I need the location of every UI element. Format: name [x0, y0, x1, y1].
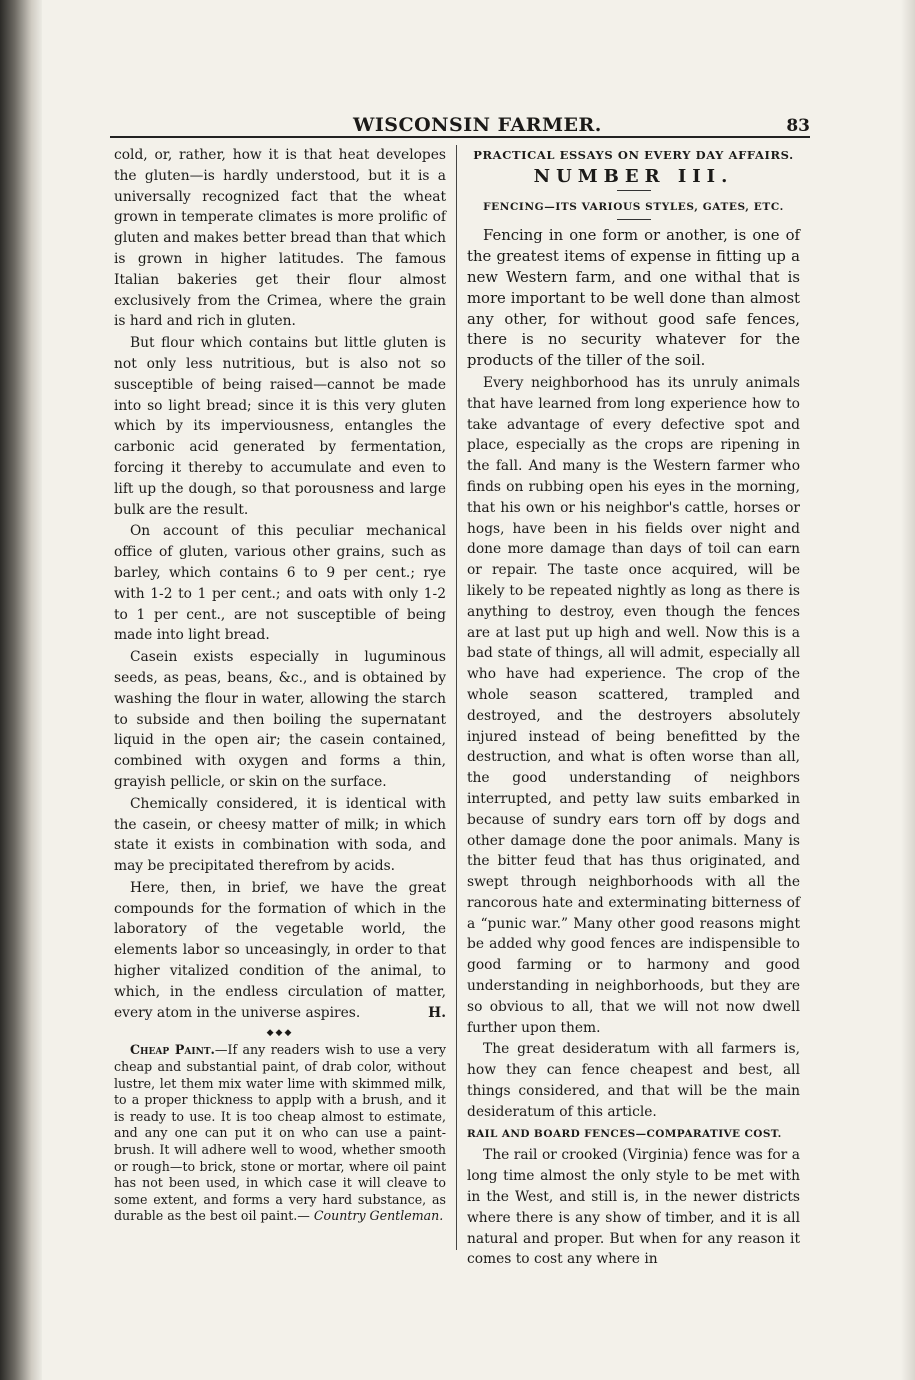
paragraph-text: Here, then, in brief, we have the great compounds for the formation of which in the laboratory of the vegetable world, the elements labor so unceasingly, in order to that higher vitalized condition of the animal, to which, in the endless circulation of matter, every atom in the universe aspires. — [114, 879, 446, 1021]
paragraph: Chemically considered, it is identical with the casein, or cheesy matter of milk; in which state it exists in combination with soda, and may be precipitated therefrom by acids. — [114, 795, 446, 875]
paragraph: The great desideratum with all farmers is, how they can fence cheapest and best, all things considered, and that will be the main desideratum of this article. — [467, 1041, 800, 1120]
page-edge — [901, 0, 915, 1380]
left-column — [114, 145, 446, 1225]
note-source: Country Gentleman. — [313, 1208, 444, 1224]
column-divider — [456, 145, 457, 1250]
essay-number: NUMBER III. — [533, 165, 734, 187]
series-heading: PRACTICAL ESSAYS ON EVERY DAY AFFAIRS. — [473, 148, 794, 162]
paragraph: cold, or, rather, how it is that heat developes the gluten—is hardly understood, but it is a universally recognized fact that the wheat grown in temperate climates is more prolific of gluten and makes better bread than that which is grown in higher latitudes. The famous Italian bakeries get their flour almost exclusively from the Crimea, where the grain is hard and rich in gluten. — [114, 147, 446, 330]
section-subheading: RAIL AND BOARD FENCES—COMPARATIVE COST. — [467, 1127, 782, 1140]
page-number: 83 — [786, 116, 810, 136]
paragraph: Fencing in one form or another, is one of the greatest items of expense in fitting up a new Western farm, and one withal that is more important to be well done than almost any other, for without good safe fences, there is no security whatever for the products of the tiller of the soil. — [467, 227, 800, 370]
note-body: —If any readers wish to use a very cheap and substantial paint, of drab color, without lustre, let them mix water lime with skimmed milk, to a proper thickness to applp with a brush, and it is ready to use. It is too cheap almost to estimate, and any one can put it on who can use a paint-brush. It will adhere well to wood, whether smooth or rough—to brick, stone or mortar, where oil paint has not been used, in which case it will cleave to some extent, and forms a very hard substance, as durable as the best oil paint.— — [114, 1042, 446, 1224]
section-ornament: ◆◆◆ — [266, 1028, 294, 1039]
short-rule — [617, 190, 651, 191]
paragraph: The rail or crooked (Virginia) fence was for a long time almost the only style to be met with in the West, and still is, in the newer districts where there is any show of timber, and it is all natural and proper. But when for any reason it comes to cost any where in — [467, 1147, 800, 1268]
note-heading: Cheap Paint. — [130, 1042, 215, 1058]
header-rule — [110, 136, 810, 138]
note-paragraph — [114, 1042, 446, 1225]
journal-title: WISCONSIN FARMER. — [353, 114, 602, 136]
paragraph: Casein exists especially in luguminous seeds, as peas, beans, &c., and is obtained by washing the flour in water, allowing the starch to subside and then boiling the supernatant liquid in the open air; the casein contained, combined with oxygen and forms a thin, grayish pellicle, or skin on the surface. — [114, 649, 446, 790]
book-gutter — [0, 0, 42, 1380]
right-column — [467, 145, 800, 1271]
paragraph: But flour which contains but little gluten is not only less nutritious, but is also not so susceptible of being raised—cannot be made into so light bread; since it is this very gluten which by its imperviousness, entangles the carbonic acid generated by fermentation, forcing it thereby to accumulate and even to lift up the dough, so that porousness and large bulk are the result. — [114, 335, 446, 518]
author-signature: H. — [428, 1004, 446, 1021]
paragraph: Every neighborhood has its unruly animals that have learned from long experience how to take advantage of every defective spot and place, especially as the crops are ripening in the fall. And many is the Western farmer who finds on rubbing open his eyes in the morning, that his own or his neighbor's cattle, horses or hogs, have been in his fields over night and done more damage than days of toil can earn or repair. The taste once acquired, will be likely to be repeated nightly as long as there is anything to destroy, even though the fences are at last put up high and well. Now this is a bad state of things, all will admit, especially all who have had experience. The crop of the whole season scattered, trampled and destroyed, and the destroyers absolutely injured instead of being benefitted by the destruction, and what is often worse than all, the good understanding of neighbors interrupted, and petty law suits embarked in because of sundry ears torn off by dogs and other damage done the poor animals. Many is the bitter feud that has thus originated, and swept through neighborhoods with all the rancorous hate and exterminating bitterness of a “punic war.” Many other good reasons might be added why good fences are indispensible to good farming or to harmony and good understanding in neighborhoods, but they are so obvious to all, that we will not now dwell further upon them. — [467, 374, 800, 1036]
short-rule — [617, 219, 651, 220]
essay-subheading: FENCING—ITS VARIOUS STYLES, GATES, ETC. — [483, 200, 784, 213]
page-header — [110, 112, 810, 136]
cheap-paint-note — [114, 1042, 446, 1225]
paragraph: On account of this peculiar mechanical office of gluten, various other grains, such as barley, which contains 6 to 9 per cent.; rye with 1-2 to 1 per cent.; and oats with only 1-2 to 1 per cent., are not susceptible of being made into light bread. — [114, 523, 446, 644]
paragraph — [114, 878, 446, 1024]
